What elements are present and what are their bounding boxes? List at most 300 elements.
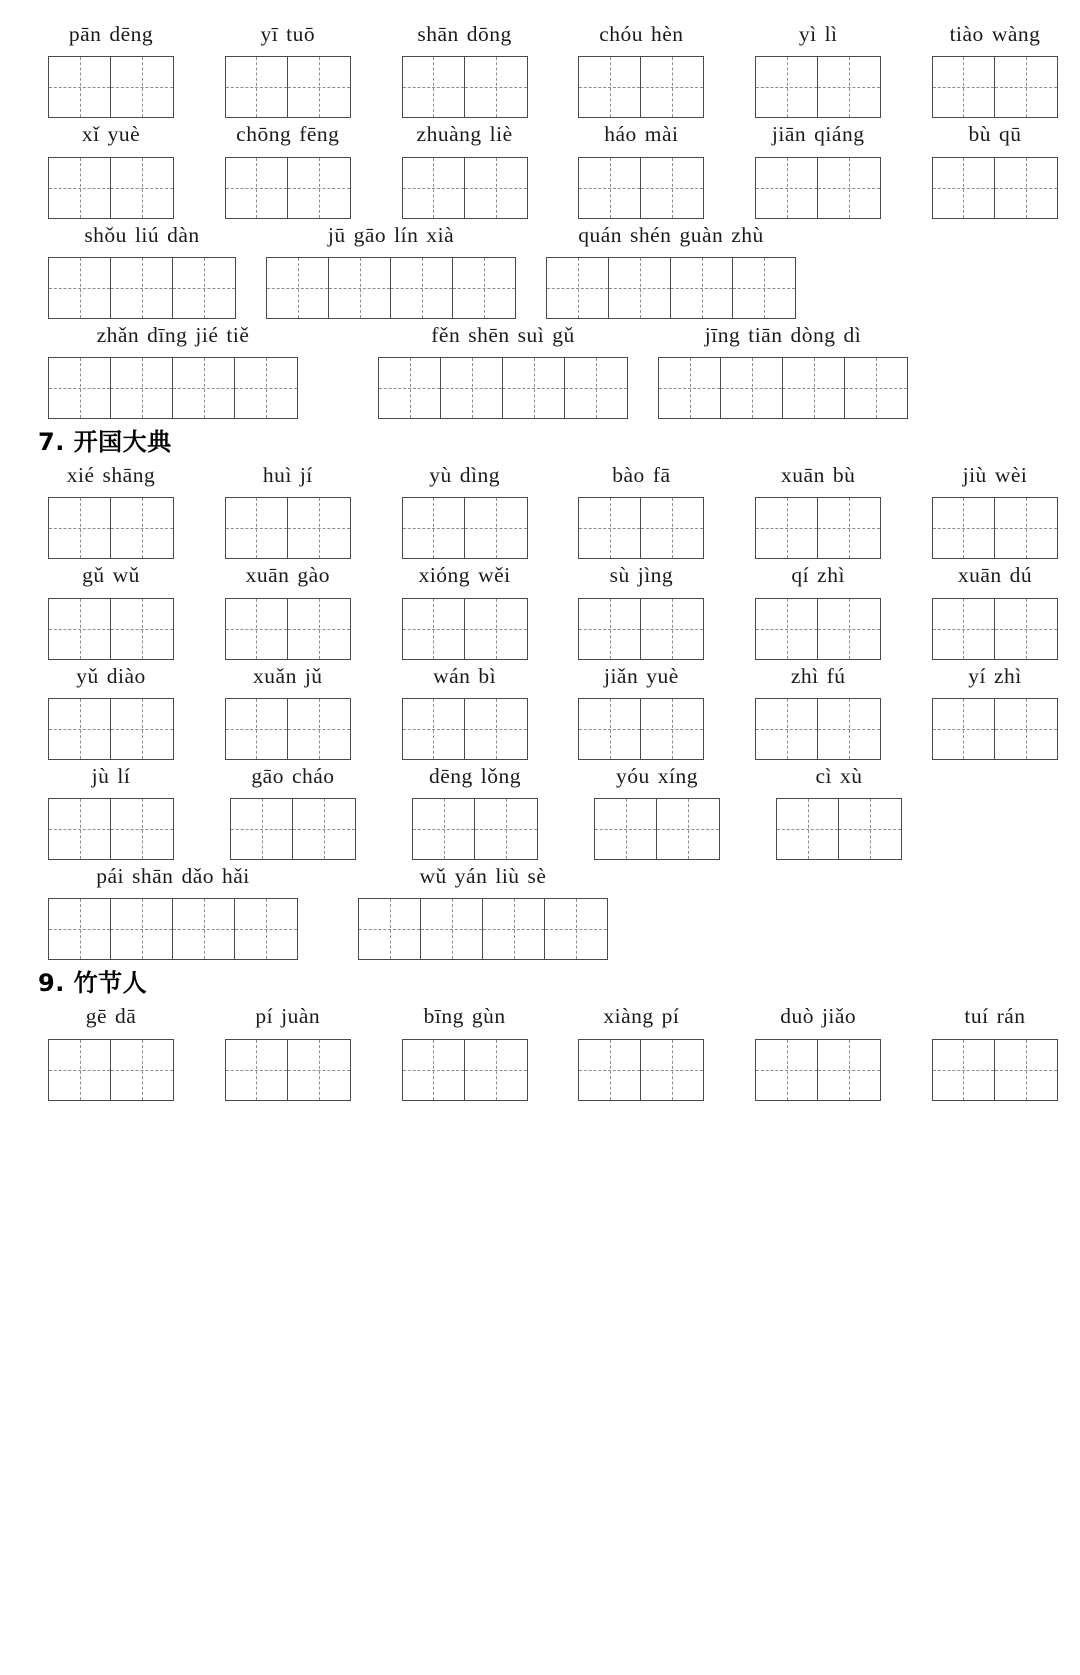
- word-entry: [755, 559, 881, 659]
- tian-zi-ge-grid[interactable]: [755, 1039, 881, 1101]
- writing-cell[interactable]: [235, 899, 297, 959]
- pinyin-label: [324, 219, 458, 251]
- writing-cell[interactable]: [933, 498, 995, 558]
- tian-zi-ge-grid[interactable]: [594, 798, 720, 860]
- pinyin-label: [776, 1000, 860, 1032]
- tian-zi-ge-grid[interactable]: [932, 698, 1058, 760]
- writing-cell[interactable]: [721, 358, 783, 418]
- tian-zi-ge-grid[interactable]: [48, 698, 174, 760]
- tian-zi-ge-grid[interactable]: [48, 497, 174, 559]
- word-entry: [578, 660, 704, 760]
- pinyin-syllable: xié: [66, 463, 95, 487]
- pinyin-label: [88, 760, 135, 792]
- writing-cell[interactable]: [641, 1040, 703, 1100]
- tian-zi-ge-grid[interactable]: [402, 497, 528, 559]
- tian-zi-ge-grid[interactable]: [48, 798, 174, 860]
- word-entry: [578, 459, 704, 559]
- writing-cell[interactable]: [756, 498, 818, 558]
- writing-cell[interactable]: [641, 699, 703, 759]
- writing-cell[interactable]: [609, 258, 671, 318]
- pinyin-syllable: dì: [843, 322, 862, 347]
- pinyin-syllable: zhì: [817, 563, 845, 588]
- writing-cell[interactable]: [547, 258, 609, 318]
- writing-cell[interactable]: [465, 699, 527, 759]
- pinyin-syllable: tiě: [226, 322, 250, 347]
- tian-zi-ge-grid[interactable]: [932, 497, 1058, 559]
- pinyin-syllable: pān: [68, 22, 102, 46]
- pinyin-syllable: tiào: [949, 22, 984, 46]
- writing-cell[interactable]: [288, 1040, 350, 1100]
- pinyin-syllable: fú: [826, 663, 846, 688]
- worksheet-content: [24, 18, 1056, 1101]
- tian-zi-ge-grid[interactable]: [358, 898, 608, 960]
- word-row-inner: [48, 559, 1058, 659]
- word-entry: [755, 1000, 881, 1100]
- pinyin-syllable: dú: [1009, 563, 1033, 588]
- writing-cell[interactable]: [226, 599, 288, 659]
- writing-cell[interactable]: [465, 1040, 527, 1100]
- writing-cell[interactable]: [995, 1040, 1057, 1100]
- writing-cell[interactable]: [641, 599, 703, 659]
- pinyin-label: [242, 559, 334, 591]
- tian-zi-ge-grid[interactable]: [578, 1039, 704, 1101]
- writing-cell[interactable]: [818, 158, 880, 218]
- writing-cell[interactable]: [49, 899, 111, 959]
- writing-cell[interactable]: [756, 1040, 818, 1100]
- pinyin-label: [93, 319, 254, 351]
- word-entry: [225, 18, 351, 118]
- writing-cell[interactable]: [111, 498, 173, 558]
- writing-cell[interactable]: [657, 799, 719, 859]
- writing-cell[interactable]: [359, 899, 421, 959]
- pinyin-syllable: lì: [824, 22, 838, 46]
- writing-cell[interactable]: [756, 599, 818, 659]
- writing-cell[interactable]: [226, 57, 288, 117]
- writing-cell[interactable]: [173, 899, 235, 959]
- pinyin-syllable: xǐ: [81, 122, 100, 147]
- writing-cell[interactable]: [49, 599, 111, 659]
- tian-zi-ge-grid[interactable]: [48, 598, 174, 660]
- writing-cell[interactable]: [441, 358, 503, 418]
- writing-cell[interactable]: [818, 599, 880, 659]
- writing-cell[interactable]: [659, 358, 721, 418]
- writing-cell[interactable]: [453, 258, 515, 318]
- word-entry: [48, 319, 298, 419]
- pinyin-label: [964, 660, 1026, 692]
- writing-cell[interactable]: [933, 699, 995, 759]
- pinyin-label: [256, 18, 319, 50]
- pinyin-syllable: pí: [255, 1004, 274, 1029]
- writing-cell[interactable]: [226, 158, 288, 218]
- tian-zi-ge-grid[interactable]: [225, 698, 351, 760]
- writing-cell[interactable]: [288, 158, 350, 218]
- writing-cell[interactable]: [995, 599, 1057, 659]
- pinyin-syllable: dàn: [167, 222, 200, 247]
- pinyin-syllable: cháo: [291, 763, 335, 788]
- word-entry: [225, 1000, 351, 1100]
- tian-zi-ge-grid[interactable]: [755, 497, 881, 559]
- writing-cell[interactable]: [49, 258, 111, 318]
- writing-cell[interactable]: [49, 1040, 111, 1100]
- writing-cell[interactable]: [329, 258, 391, 318]
- tian-zi-ge-grid[interactable]: [412, 798, 538, 860]
- writing-cell[interactable]: [545, 899, 607, 959]
- writing-cell[interactable]: [465, 599, 527, 659]
- word-row-inner: [48, 118, 1058, 218]
- writing-cell[interactable]: [465, 57, 527, 117]
- pinyin-syllable: shāng: [102, 463, 156, 487]
- pinyin-label: [599, 1000, 683, 1032]
- pinyin-syllable: shān: [132, 864, 174, 888]
- writing-cell[interactable]: [565, 358, 627, 418]
- tian-zi-ge-grid[interactable]: [932, 157, 1058, 219]
- writing-cell[interactable]: [288, 57, 350, 117]
- tian-zi-ge-grid[interactable]: [225, 598, 351, 660]
- writing-cell[interactable]: [231, 799, 293, 859]
- pinyin-syllable: fā: [652, 463, 671, 487]
- writing-cell[interactable]: [288, 699, 350, 759]
- pinyin-syllable: diào: [106, 663, 146, 688]
- tian-zi-ge-grid[interactable]: [266, 257, 516, 319]
- pinyin-syllable: duò: [780, 1004, 814, 1029]
- pinyin-syllable: wán: [433, 663, 471, 688]
- word-row: [24, 118, 1056, 218]
- pinyin-syllable: yī: [260, 22, 279, 46]
- pinyin-syllable: bì: [478, 663, 497, 688]
- word-row-inner: [48, 1000, 1058, 1100]
- word-entry: [755, 660, 881, 760]
- pinyin-syllable: pái: [96, 864, 125, 888]
- pinyin-syllable: jǔ: [304, 663, 323, 688]
- writing-cell[interactable]: [733, 258, 795, 318]
- word-entry: [755, 18, 881, 118]
- pinyin-syllable: shēn: [468, 322, 510, 347]
- pinyin-syllable: xióng: [418, 563, 471, 588]
- writing-cell[interactable]: [111, 699, 173, 759]
- tian-zi-ge-grid[interactable]: [776, 798, 902, 860]
- pinyin-syllable: rán: [996, 1004, 1026, 1029]
- pinyin-syllable: gāo: [353, 222, 387, 247]
- word-entry: [402, 459, 528, 559]
- writing-cell[interactable]: [933, 599, 995, 659]
- writing-cell[interactable]: [818, 57, 880, 117]
- writing-cell[interactable]: [641, 158, 703, 218]
- writing-cell[interactable]: [818, 1040, 880, 1100]
- pinyin-syllable: yuè: [646, 663, 679, 688]
- writing-cell[interactable]: [465, 158, 527, 218]
- writing-cell[interactable]: [995, 498, 1057, 558]
- tian-zi-ge-grid[interactable]: [932, 598, 1058, 660]
- section-heading: 7. 开国大典: [38, 428, 172, 456]
- tian-zi-ge-grid[interactable]: [225, 56, 351, 118]
- tian-zi-ge-grid[interactable]: [578, 698, 704, 760]
- writing-cell[interactable]: [49, 358, 111, 418]
- writing-cell[interactable]: [413, 799, 475, 859]
- pinyin-label: [701, 319, 865, 351]
- word-entry: [932, 18, 1058, 118]
- word-entry: [48, 860, 298, 960]
- pinyin-syllable: háo: [604, 122, 637, 147]
- writing-cell[interactable]: [995, 158, 1057, 218]
- pinyin-label: [600, 660, 683, 692]
- tian-zi-ge-grid[interactable]: [48, 898, 298, 960]
- writing-cell[interactable]: [579, 498, 641, 558]
- pinyin-syllable: tuō: [286, 22, 316, 46]
- word-entry: [48, 459, 174, 559]
- word-entry: [932, 1000, 1058, 1100]
- tian-zi-ge-grid[interactable]: [578, 497, 704, 559]
- writing-cell[interactable]: [845, 358, 907, 418]
- tian-zi-ge-grid[interactable]: [402, 56, 528, 118]
- writing-cell[interactable]: [111, 799, 173, 859]
- pinyin-label: [425, 760, 525, 792]
- writing-cell[interactable]: [379, 358, 441, 418]
- writing-cell[interactable]: [391, 258, 453, 318]
- tian-zi-ge-grid[interactable]: [755, 157, 881, 219]
- pinyin-syllable: jù: [91, 763, 110, 788]
- writing-cell[interactable]: [641, 57, 703, 117]
- pinyin-label: [416, 860, 551, 892]
- pinyin-syllable: hǎi: [221, 864, 250, 888]
- word-entry: [48, 1000, 174, 1100]
- pinyin-syllable: jiǎn: [603, 663, 639, 688]
- pinyin-label: [612, 760, 702, 792]
- word-entry: [225, 459, 351, 559]
- pinyin-syllable: zhuàng: [416, 122, 482, 147]
- pinyin-label: [415, 559, 515, 591]
- writing-cell[interactable]: [111, 57, 173, 117]
- writing-cell[interactable]: [267, 258, 329, 318]
- writing-cell[interactable]: [111, 258, 173, 318]
- writing-cell[interactable]: [483, 899, 545, 959]
- writing-cell[interactable]: [226, 699, 288, 759]
- pinyin-syllable: dǎo: [181, 864, 214, 888]
- word-entry: [48, 559, 174, 659]
- writing-cell[interactable]: [783, 358, 845, 418]
- pinyin-syllable: bào: [612, 463, 645, 487]
- pinyin-syllable: dēng: [428, 763, 473, 788]
- pinyin-syllable: xuǎn: [253, 663, 297, 688]
- word-row-inner: [48, 18, 1058, 118]
- pinyin-syllable: gǔ: [552, 322, 575, 347]
- writing-cell[interactable]: [933, 158, 995, 218]
- pinyin-syllable: zhì: [790, 663, 819, 688]
- pinyin-syllable: jū: [327, 222, 346, 247]
- writing-cell[interactable]: [111, 158, 173, 218]
- pinyin-label: [413, 118, 517, 150]
- tian-zi-ge-grid[interactable]: [402, 157, 528, 219]
- writing-cell[interactable]: [503, 358, 565, 418]
- tian-zi-ge-grid[interactable]: [755, 56, 881, 118]
- pinyin-syllable: qū: [998, 122, 1022, 147]
- word-row: [24, 860, 1056, 960]
- pinyin-syllable: yǔ: [76, 663, 99, 688]
- writing-cell[interactable]: [579, 158, 641, 218]
- pinyin-syllable: gùn: [471, 1004, 506, 1029]
- writing-cell[interactable]: [403, 57, 465, 117]
- writing-cell[interactable]: [288, 599, 350, 659]
- writing-cell[interactable]: [933, 1040, 995, 1100]
- tian-zi-ge-grid[interactable]: [230, 798, 356, 860]
- pinyin-label: [959, 459, 1032, 491]
- word-entry: [578, 559, 704, 659]
- word-entry: [658, 319, 908, 419]
- word-entry: [402, 559, 528, 659]
- word-entry: [266, 219, 516, 319]
- writing-cell[interactable]: [818, 699, 880, 759]
- tian-zi-ge-grid[interactable]: [755, 698, 881, 760]
- writing-cell[interactable]: [465, 498, 527, 558]
- pinyin-syllable: wàng: [991, 22, 1041, 46]
- pinyin-syllable: dìng: [459, 463, 500, 487]
- pinyin-label: [595, 18, 687, 50]
- writing-cell[interactable]: [595, 799, 657, 859]
- writing-cell[interactable]: [293, 799, 355, 859]
- writing-cell[interactable]: [818, 498, 880, 558]
- writing-cell[interactable]: [403, 498, 465, 558]
- pinyin-syllable: yí: [968, 663, 986, 688]
- writing-cell[interactable]: [49, 158, 111, 218]
- pinyin-syllable: yán: [454, 864, 488, 888]
- tian-zi-ge-grid[interactable]: [378, 357, 628, 419]
- pinyin-syllable: chóu: [599, 22, 644, 46]
- tian-zi-ge-grid[interactable]: [546, 257, 796, 319]
- writing-cell[interactable]: [235, 358, 297, 418]
- writing-cell[interactable]: [995, 57, 1057, 117]
- pinyin-syllable: tiān: [748, 322, 783, 347]
- pinyin-syllable: suì: [517, 322, 545, 347]
- pinyin-label: [574, 219, 768, 251]
- tian-zi-ge-grid[interactable]: [402, 1039, 528, 1101]
- pinyin-syllable: wǔ: [112, 563, 140, 588]
- writing-cell[interactable]: [403, 158, 465, 218]
- word-row: [24, 219, 1056, 319]
- pinyin-label: [63, 459, 159, 491]
- word-entry: [402, 18, 528, 118]
- pinyin-syllable: shǒu: [84, 222, 127, 247]
- pinyin-syllable: jiǎo: [821, 1004, 857, 1029]
- tian-zi-ge-grid[interactable]: [578, 157, 704, 219]
- word-row-inner: [48, 660, 1058, 760]
- pinyin-syllable: jīng: [704, 322, 741, 347]
- word-entry: [776, 760, 902, 860]
- pinyin-syllable: bù: [832, 463, 856, 487]
- writing-cell[interactable]: [579, 599, 641, 659]
- pinyin-label: [777, 459, 859, 491]
- pinyin-syllable: fěn: [431, 322, 461, 347]
- pinyin-syllable: jí: [299, 463, 313, 487]
- word-entry: [225, 559, 351, 659]
- writing-cell[interactable]: [403, 1040, 465, 1100]
- writing-cell[interactable]: [173, 258, 235, 318]
- writing-cell[interactable]: [49, 498, 111, 558]
- pinyin-syllable: fēng: [299, 122, 340, 147]
- writing-cell[interactable]: [579, 699, 641, 759]
- pinyin-syllable: huì: [262, 463, 292, 487]
- writing-cell[interactable]: [475, 799, 537, 859]
- writing-cell[interactable]: [671, 258, 733, 318]
- word-entry: [402, 1000, 528, 1100]
- pinyin-label: [787, 559, 849, 591]
- pinyin-syllable: zhǎn: [96, 322, 140, 347]
- word-entry: [932, 459, 1058, 559]
- tian-zi-ge-grid[interactable]: [932, 56, 1058, 118]
- writing-cell[interactable]: [756, 699, 818, 759]
- writing-cell[interactable]: [421, 899, 483, 959]
- writing-cell[interactable]: [995, 699, 1057, 759]
- word-entry: [230, 760, 356, 860]
- pinyin-label: [427, 319, 578, 351]
- writing-cell[interactable]: [839, 799, 901, 859]
- writing-cell[interactable]: [111, 358, 173, 418]
- writing-cell[interactable]: [777, 799, 839, 859]
- writing-cell[interactable]: [111, 599, 173, 659]
- pinyin-syllable: shén: [630, 222, 672, 247]
- writing-cell[interactable]: [111, 1040, 173, 1100]
- writing-cell[interactable]: [579, 57, 641, 117]
- pinyin-label: [946, 18, 1045, 50]
- writing-cell[interactable]: [579, 1040, 641, 1100]
- writing-cell[interactable]: [403, 599, 465, 659]
- tian-zi-ge-grid[interactable]: [578, 598, 704, 660]
- writing-cell[interactable]: [111, 899, 173, 959]
- pinyin-label: [78, 118, 144, 150]
- pinyin-label: [425, 459, 504, 491]
- tian-zi-ge-grid[interactable]: [225, 497, 351, 559]
- writing-cell[interactable]: [756, 158, 818, 218]
- pinyin-syllable: wǔ: [419, 864, 447, 888]
- word-entry: [412, 760, 538, 860]
- word-row-inner: [48, 760, 1058, 860]
- writing-cell[interactable]: [288, 498, 350, 558]
- word-entry: [578, 1000, 704, 1100]
- pinyin-syllable: qí: [791, 563, 810, 588]
- tian-zi-ge-grid[interactable]: [225, 1039, 351, 1101]
- writing-cell[interactable]: [403, 699, 465, 759]
- writing-cell[interactable]: [49, 57, 111, 117]
- writing-cell[interactable]: [49, 699, 111, 759]
- pinyin-syllable: xuān: [957, 563, 1002, 588]
- tian-zi-ge-grid[interactable]: [402, 598, 528, 660]
- word-entry: [932, 118, 1058, 218]
- writing-cell[interactable]: [641, 498, 703, 558]
- pinyin-syllable: mài: [644, 122, 679, 147]
- tian-zi-ge-grid[interactable]: [658, 357, 908, 419]
- worksheet-section: [24, 18, 1056, 419]
- pinyin-label: [600, 118, 682, 150]
- tian-zi-ge-grid[interactable]: [48, 157, 174, 219]
- writing-cell[interactable]: [756, 57, 818, 117]
- writing-cell[interactable]: [226, 1040, 288, 1100]
- tian-zi-ge-grid[interactable]: [932, 1039, 1058, 1101]
- tian-zi-ge-grid[interactable]: [48, 357, 298, 419]
- pinyin-label: [787, 660, 850, 692]
- writing-cell[interactable]: [933, 57, 995, 117]
- writing-cell[interactable]: [226, 498, 288, 558]
- tian-zi-ge-grid[interactable]: [578, 56, 704, 118]
- pinyin-label: [80, 219, 203, 251]
- writing-cell[interactable]: [173, 358, 235, 418]
- pinyin-syllable: bù: [968, 122, 991, 147]
- tian-zi-ge-grid[interactable]: [48, 56, 174, 118]
- pinyin-syllable: zhù: [731, 222, 764, 247]
- tian-zi-ge-grid[interactable]: [48, 1039, 174, 1101]
- writing-cell[interactable]: [49, 799, 111, 859]
- tian-zi-ge-grid[interactable]: [225, 157, 351, 219]
- tian-zi-ge-grid[interactable]: [402, 698, 528, 760]
- tian-zi-ge-grid[interactable]: [48, 257, 236, 319]
- tian-zi-ge-grid[interactable]: [755, 598, 881, 660]
